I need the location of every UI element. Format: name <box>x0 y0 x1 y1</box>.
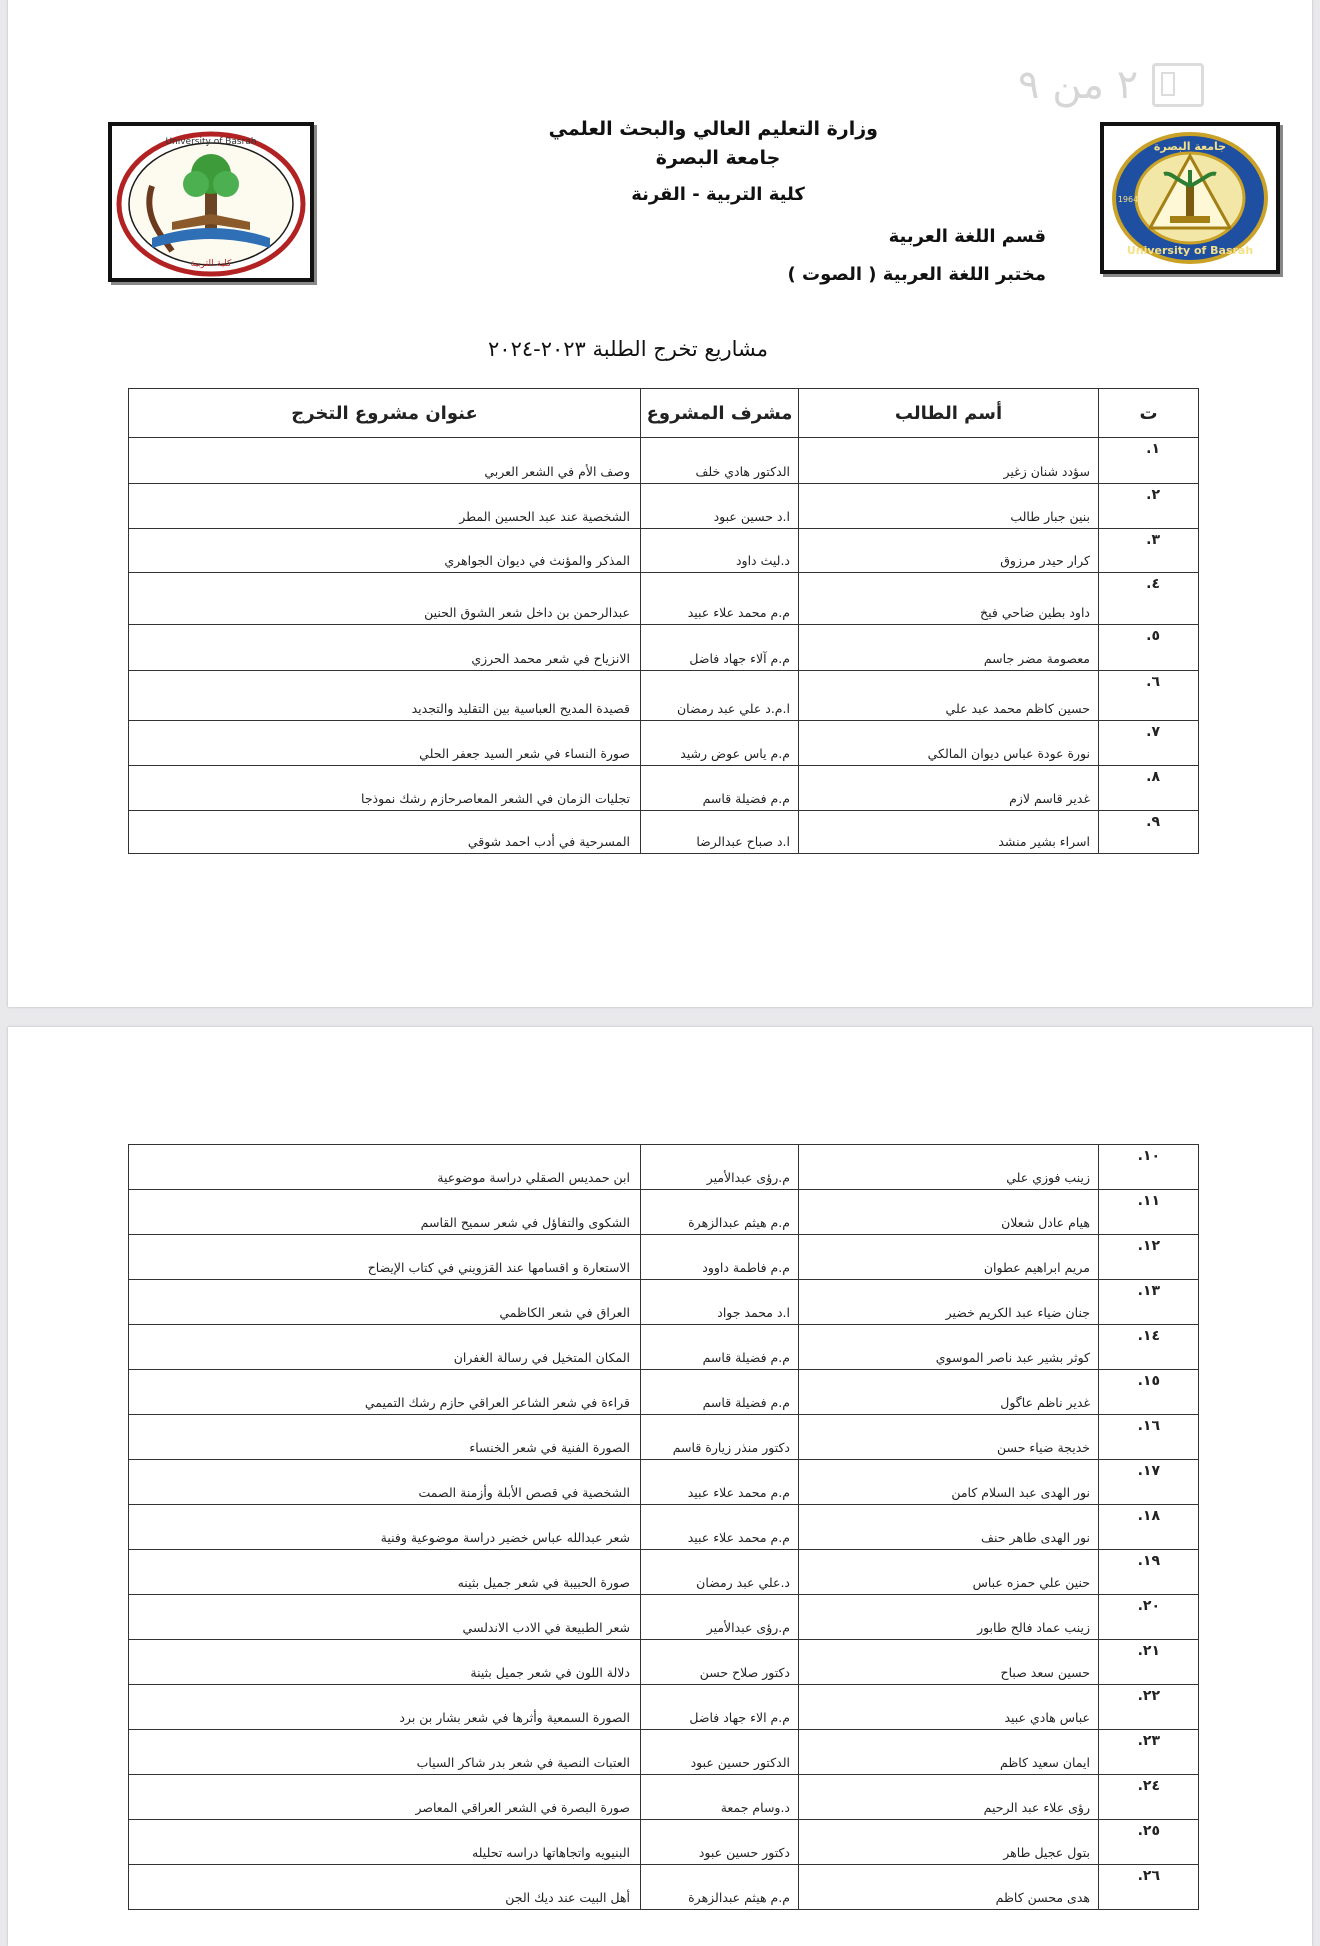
row-number-label: ١٣. <box>1137 1283 1160 1299</box>
table-row <box>129 529 1199 573</box>
project-title-cell: دلالة اللون في شعر جميل بثينة <box>129 1640 641 1685</box>
university-name: جامعة البصرة <box>655 147 781 169</box>
row-number <box>1099 1775 1199 1820</box>
student-name-cell: غدير ناظم عاگول <box>799 1370 1099 1415</box>
project-title-cell: أهل البيت عند ديك الجن <box>129 1865 641 1910</box>
department-name: قسم اللغة العربية <box>888 226 1046 247</box>
table-header-row <box>129 389 1199 438</box>
project-title-cell: الشكوى والتفاؤل في شعر سميح القاسم <box>129 1190 641 1235</box>
page-thumbnail-icon <box>1152 63 1204 107</box>
row-number <box>1099 1325 1199 1370</box>
document-page-1 <box>8 0 1312 1007</box>
project-title-cell: قصيدة المديح العباسية بين التقليد والتجديد <box>129 671 641 721</box>
project-title-cell: المسرحية في أدب احمد شوقي <box>129 811 641 854</box>
row-number-label: ٢. <box>1146 487 1160 503</box>
supervisor-cell: د.ليث داود <box>641 529 799 573</box>
table-row <box>129 1865 1199 1910</box>
student-name-cell: اسراء بشير منشد <box>799 811 1099 854</box>
student-name-cell: بتول عجيل طاهر <box>799 1820 1099 1865</box>
column-header-project: عنوان مشروع التخرج <box>129 389 641 438</box>
row-number <box>1099 625 1199 671</box>
college-emblem-icon <box>112 126 310 278</box>
projects-table-page-2 <box>128 1144 1199 1910</box>
project-title-cell: صورة النساء في شعر السيد جعفر الحلي <box>129 721 641 766</box>
table-row <box>129 766 1199 811</box>
supervisor-cell: م.م محمد علاء عبيد <box>641 1505 799 1550</box>
row-number-label: ٩. <box>1146 814 1160 830</box>
row-number-label: ١٧. <box>1137 1463 1160 1479</box>
student-name-cell: داود بطين ضاحي فيخ <box>799 573 1099 625</box>
table-row <box>129 1595 1199 1640</box>
row-number-label: ٧. <box>1146 724 1160 740</box>
student-name-cell: سؤدد شنان زغير <box>799 438 1099 484</box>
row-number-label: ٢٠. <box>1137 1598 1160 1614</box>
row-number-label: ١٢. <box>1137 1238 1160 1254</box>
supervisor-cell: د.وسام جمعة <box>641 1775 799 1820</box>
project-title-cell: شعر عبدالله عباس خضير دراسة موضوعية وفنية <box>129 1505 641 1550</box>
project-title-cell: العراق في شعر الكاظمي <box>129 1280 641 1325</box>
row-number <box>1099 1550 1199 1595</box>
student-name-cell: زينب فوزي علي <box>799 1145 1099 1190</box>
supervisor-cell: م.م فضيلة قاسم <box>641 1370 799 1415</box>
college-name: كلية التربية - القرنة <box>631 184 805 205</box>
table-row <box>129 1685 1199 1730</box>
table-row <box>129 721 1199 766</box>
row-number-label: ٢٢. <box>1137 1688 1160 1704</box>
student-name-cell: كرار حيدر مرزوق <box>799 529 1099 573</box>
student-name-cell: كوثر بشير عبد ناصر الموسوي <box>799 1325 1099 1370</box>
table-row <box>129 573 1199 625</box>
row-number <box>1099 1145 1199 1190</box>
supervisor-cell: م.م محمد علاء عبيد <box>641 573 799 625</box>
row-number <box>1099 438 1199 484</box>
table-row <box>129 1460 1199 1505</box>
row-number-label: ١٩. <box>1137 1553 1160 1569</box>
seal-year-text: 1964 <box>1117 195 1139 204</box>
table-row <box>129 1190 1199 1235</box>
table-row <box>129 1415 1199 1460</box>
table-row <box>129 438 1199 484</box>
row-number-label: ١٥. <box>1137 1373 1160 1389</box>
supervisor-cell: م.م فاطمة داوود <box>641 1235 799 1280</box>
row-number <box>1099 811 1199 854</box>
student-name-cell: نورة عودة عباس ديوان المالكي <box>799 721 1099 766</box>
table-row <box>129 1550 1199 1595</box>
ministry-name: وزارة التعليم العالي والبحث العلمي <box>548 118 878 140</box>
supervisor-cell: ا.د حسين عبود <box>641 484 799 529</box>
supervisor-cell: م.م محمد علاء عبيد <box>641 1460 799 1505</box>
table-row <box>129 1775 1199 1820</box>
table-row <box>129 1145 1199 1190</box>
student-name-cell: مريم ابراهيم عطوان <box>799 1235 1099 1280</box>
project-title-cell: الشخصية عند عبد الحسين المطر <box>129 484 641 529</box>
seal-english-text: University of Basrah <box>1126 244 1254 257</box>
project-title-cell: صورة البصرة في الشعر العراقي المعاصر <box>129 1775 641 1820</box>
student-name-cell: رؤى علاء عبد الرحيم <box>799 1775 1099 1820</box>
seal-arabic-text: جامعة البصرة <box>1153 140 1227 153</box>
project-title-cell: المكان المتخيل في رسالة الغفران <box>129 1325 641 1370</box>
student-name-cell: معصومة مضر جاسم <box>799 625 1099 671</box>
logo-bottom-text: كلية التربية <box>190 259 232 269</box>
supervisor-cell: ا.د صباح عبدالرضا <box>641 811 799 854</box>
college-logo <box>108 122 314 282</box>
row-number-label: ١٠. <box>1137 1148 1160 1164</box>
student-name-cell: حنين علي حمزه عباس <box>799 1550 1099 1595</box>
table-row <box>129 1730 1199 1775</box>
row-number-label: ١١. <box>1137 1193 1160 1209</box>
supervisor-cell: ا.م.د علي عبد رمضان <box>641 671 799 721</box>
student-name-cell: جنان ضياء عبد الكريم خضير <box>799 1280 1099 1325</box>
table-row <box>129 811 1199 854</box>
student-name-cell: هدى محسن كاظم <box>799 1865 1099 1910</box>
supervisor-cell: م.م فضيلة قاسم <box>641 766 799 811</box>
supervisor-cell: م.م آلاء جهاد فاضل <box>641 625 799 671</box>
row-number-label: ٢٤. <box>1137 1778 1160 1794</box>
row-number <box>1099 1685 1199 1730</box>
column-header-supervisor: مشرف المشروع <box>641 389 799 438</box>
row-number-label: ١٤. <box>1137 1328 1160 1344</box>
row-number-label: ٣. <box>1146 532 1160 548</box>
project-title-cell: المذكر والمؤنث في ديوان الجواهري <box>129 529 641 573</box>
supervisor-cell: ا.د محمد جواد <box>641 1280 799 1325</box>
supervisor-cell: م.م فضيلة قاسم <box>641 1325 799 1370</box>
row-number-label: ٢٥. <box>1137 1823 1160 1839</box>
row-number <box>1099 721 1199 766</box>
row-number <box>1099 671 1199 721</box>
project-title-cell: الاستعارة و اقسامها عند القزويني في كتاب الإيضاح <box>129 1235 641 1280</box>
row-number-label: ٤. <box>1146 576 1160 592</box>
supervisor-cell: م.م هيثم عبدالزهرة <box>641 1190 799 1235</box>
project-title-cell: الصورة السمعية وأثرها في شعر بشار بن برد <box>129 1685 641 1730</box>
project-title-cell: الانزياح في شعر محمد الحرزي <box>129 625 641 671</box>
supervisor-cell: م.م ياس عوض رشيد <box>641 721 799 766</box>
supervisor-cell: الدكتور هادي خلف <box>641 438 799 484</box>
column-header-number: ت <box>1099 389 1199 438</box>
student-name-cell: خديجة ضياء حسن <box>799 1415 1099 1460</box>
supervisor-cell: م.رؤى عبدالأمير <box>641 1595 799 1640</box>
supervisor-cell: د.علي عبد رمضان <box>641 1550 799 1595</box>
supervisor-cell: م.رؤى عبدالأمير <box>641 1145 799 1190</box>
table-row <box>129 1235 1199 1280</box>
student-name-cell: حسين كاظم محمد عبد علي <box>799 671 1099 721</box>
projects-table-page-1 <box>128 388 1199 854</box>
student-name-cell: عباس هادي عبيد <box>799 1685 1099 1730</box>
row-number <box>1099 1640 1199 1685</box>
row-number <box>1099 766 1199 811</box>
row-number <box>1099 1190 1199 1235</box>
table-row <box>129 1370 1199 1415</box>
row-number-label: ٨. <box>1146 769 1160 785</box>
university-logo <box>1100 122 1280 274</box>
lab-name: مختبر اللغة العربية ( الصوت ) <box>787 264 1046 285</box>
project-title-cell: البنيويه واتجاهاتها دراسه تحليله <box>129 1820 641 1865</box>
student-name-cell: زينب عماد فالح طابور <box>799 1595 1099 1640</box>
table-row <box>129 1820 1199 1865</box>
row-number-label: ٥. <box>1146 628 1160 644</box>
student-name-cell: غدير قاسم لازم <box>799 766 1099 811</box>
row-number-label: ١٨. <box>1137 1508 1160 1524</box>
student-name-cell: نور الهدى طاهر حنف <box>799 1505 1099 1550</box>
project-title-cell: الصورة الفنية في شعر الخنساء <box>129 1415 641 1460</box>
supervisor-cell: الدكتور حسين عبود <box>641 1730 799 1775</box>
row-number <box>1099 1505 1199 1550</box>
supervisor-cell: م.م هيثم عبدالزهرة <box>641 1865 799 1910</box>
row-number <box>1099 1820 1199 1865</box>
project-title-cell: ابن حمديس الصقلي دراسة موضوعية <box>129 1145 641 1190</box>
row-number <box>1099 484 1199 529</box>
table-row <box>129 1640 1199 1685</box>
project-title-cell: عبدالرحمن بن داخل شعر الشوق الحنين <box>129 573 641 625</box>
student-name-cell: نور الهدى عبد السلام كامن <box>799 1460 1099 1505</box>
table-row <box>129 671 1199 721</box>
row-number-label: ٢٦. <box>1137 1868 1160 1884</box>
document-page-2 <box>8 1027 1312 1946</box>
page-indicator: ٢ من ٩ <box>1018 62 1204 108</box>
supervisor-cell: دكتور منذر زيارة قاسم <box>641 1415 799 1460</box>
project-title-cell: قراءة في شعر الشاعر العراقي حازم رشك التميمي <box>129 1370 641 1415</box>
document-title: مشاريع تخرج الطلبة ٢٠٢٣-٢٠٢٤ <box>488 337 768 361</box>
row-number <box>1099 529 1199 573</box>
row-number <box>1099 1865 1199 1910</box>
row-number-label: ٢٣. <box>1137 1733 1160 1749</box>
project-title-cell: صورة الحبيبة في شعر جميل بثينه <box>129 1550 641 1595</box>
row-number <box>1099 1595 1199 1640</box>
supervisor-cell: دكتور حسين عبود <box>641 1820 799 1865</box>
student-name-cell: حسين سعد صباح <box>799 1640 1099 1685</box>
row-number <box>1099 573 1199 625</box>
logo-top-text: University of Basrah <box>165 137 257 147</box>
project-title-cell: الشخصية في قصص الأبلة وأزمنة الصمت <box>129 1460 641 1505</box>
row-number <box>1099 1415 1199 1460</box>
student-name-cell: ايمان سعيد كاظم <box>799 1730 1099 1775</box>
project-title-cell: تجليات الزمان في الشعر المعاصرحازم رشك نموذجا <box>129 766 641 811</box>
supervisor-cell: م.م الاء جهاد فاضل <box>641 1685 799 1730</box>
row-number <box>1099 1460 1199 1505</box>
project-title-cell: وصف الأم في الشعر العربي <box>129 438 641 484</box>
table-row <box>129 1325 1199 1370</box>
project-title-cell: العتبات النصية في شعر بدر شاكر السياب <box>129 1730 641 1775</box>
supervisor-cell: دكتور صلاح حسن <box>641 1640 799 1685</box>
row-number-label: ٦. <box>1146 674 1160 690</box>
table-row <box>129 484 1199 529</box>
project-title-cell: شعر الطبيعة في الادب الاندلسي <box>129 1595 641 1640</box>
column-header-student: أسم الطالب <box>799 389 1099 438</box>
student-name-cell: بنين جبار طالب <box>799 484 1099 529</box>
university-seal-icon <box>1104 126 1276 270</box>
row-number <box>1099 1235 1199 1280</box>
table-row <box>129 625 1199 671</box>
row-number <box>1099 1370 1199 1415</box>
row-number <box>1099 1730 1199 1775</box>
row-number-label: ٢١. <box>1137 1643 1160 1659</box>
row-number-label: ١٦. <box>1137 1418 1160 1434</box>
table-row <box>129 1505 1199 1550</box>
student-name-cell: هيام عادل شعلان <box>799 1190 1099 1235</box>
table-row <box>129 1280 1199 1325</box>
row-number <box>1099 1280 1199 1325</box>
row-number-label: ١. <box>1146 441 1160 457</box>
